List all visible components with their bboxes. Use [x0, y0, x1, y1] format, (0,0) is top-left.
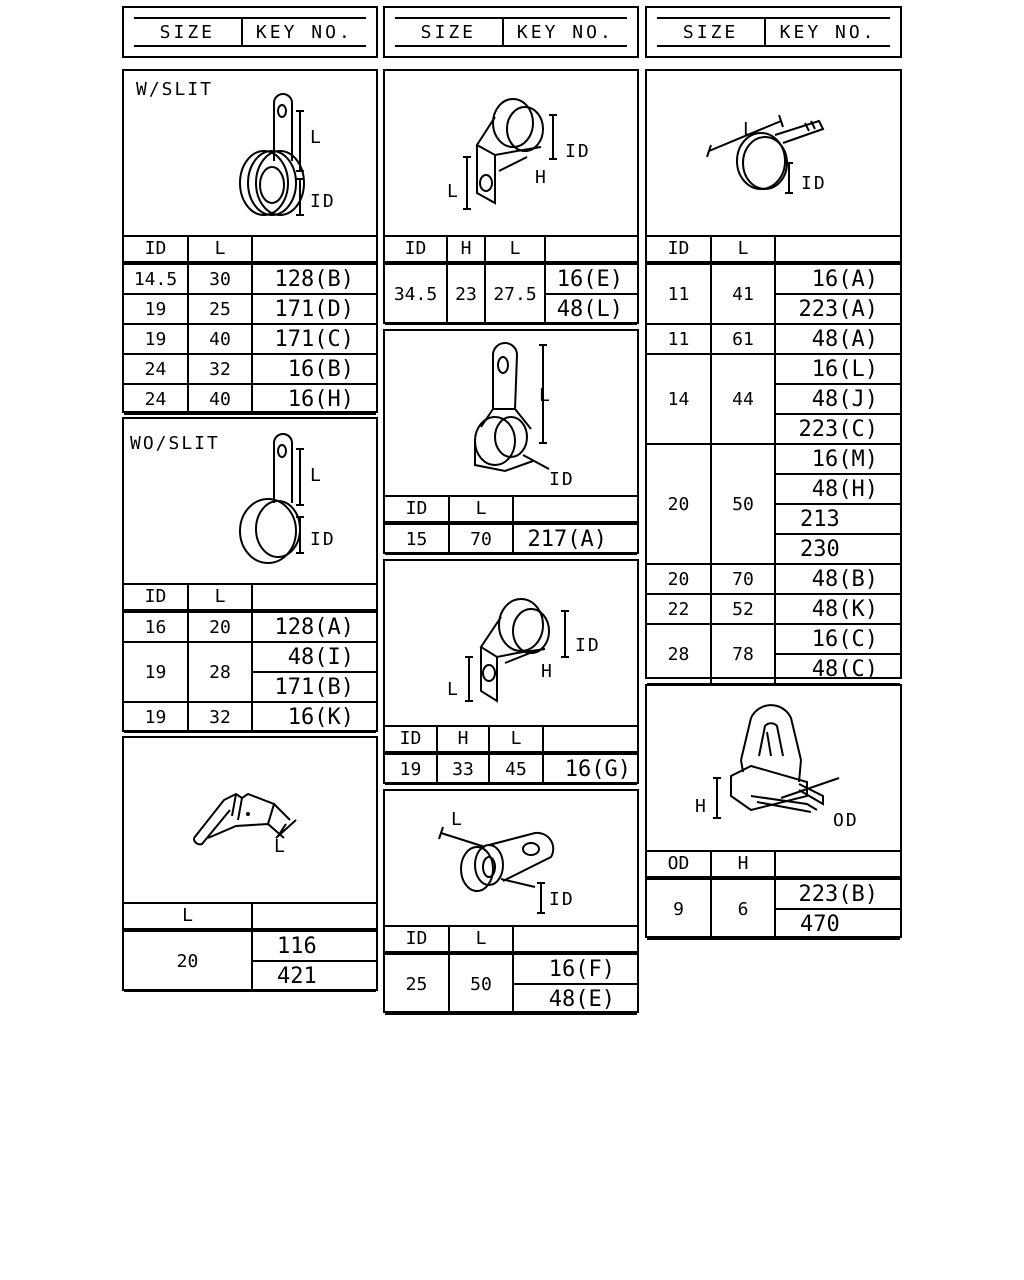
- col-id: ID: [647, 235, 711, 263]
- edge-clip-size-table: [124, 902, 376, 992]
- cell-id: 20: [647, 444, 711, 564]
- cell-l: 41: [711, 263, 775, 324]
- flat-tab-clamp-drawing: [385, 791, 637, 925]
- flat-tab-clamp-dim-l: L: [451, 809, 464, 830]
- woslit-clamp-drawing: [124, 419, 376, 583]
- cell-key: 16(F): [513, 953, 637, 984]
- cell-id: 14: [647, 354, 711, 444]
- push-clip-size-table: [647, 850, 900, 940]
- col-key: [513, 925, 637, 953]
- wslit-label: W/SLIT: [136, 79, 214, 100]
- table-row: [124, 294, 376, 324]
- long-tab-clamp-dim-id: ID: [549, 469, 575, 490]
- wslit-size-table: [124, 235, 376, 415]
- offset-clamp-dim-id: ID: [575, 635, 601, 656]
- offset-clamp-dim-h: H: [541, 661, 554, 682]
- table-row: [647, 624, 900, 654]
- table-row: [385, 263, 637, 294]
- push-clip-drawing: [647, 686, 900, 850]
- cell-key: 48(J): [775, 384, 900, 414]
- cell-h: 33: [437, 753, 489, 784]
- long-tab-clamp-panel: [383, 329, 639, 554]
- col-key: [775, 850, 900, 878]
- col-key: [543, 725, 637, 753]
- cell-h: 23: [447, 263, 485, 324]
- cell-key: 171(C): [252, 324, 376, 354]
- cell-key: 223(A): [775, 294, 900, 324]
- offset-clamp-size-table: [385, 725, 637, 785]
- cell-id: 28: [647, 624, 711, 684]
- col-l: L: [711, 235, 775, 263]
- cell-od: 9: [647, 878, 711, 939]
- cell-l: 32: [188, 702, 252, 732]
- double-clamp-drawing: [385, 71, 637, 235]
- double-clamp-size-table: [385, 235, 637, 325]
- header-key-no: KEY NO.: [779, 21, 877, 43]
- cell-key: 48(E): [513, 984, 637, 1014]
- cell-l: 28: [188, 642, 252, 702]
- double-clamp-dim-id: ID: [565, 141, 591, 162]
- cell-id: 19: [124, 642, 188, 702]
- push-clip-dim-h: H: [695, 796, 708, 817]
- cell-id: 25: [385, 953, 449, 1014]
- woslit-clamp-illustration: [124, 419, 376, 585]
- flat-tab-clamp-size-table: [385, 925, 637, 1015]
- hose-band-size-table: [647, 235, 900, 685]
- cell-id: 24: [124, 354, 188, 384]
- table-row: [647, 444, 900, 474]
- cell-key: 48(A): [775, 324, 900, 354]
- cell-key: 16(C): [775, 624, 900, 654]
- col-l: L: [188, 235, 252, 263]
- woslit-clamp-panel: [122, 417, 378, 732]
- col-key: [513, 495, 637, 523]
- cell-key: 217(A): [513, 523, 637, 554]
- table-row: [647, 324, 900, 354]
- cell-key: 48(C): [775, 654, 900, 684]
- col-id: ID: [385, 235, 447, 263]
- cell-id: 19: [385, 753, 437, 784]
- edge-clip-panel: [122, 736, 378, 991]
- cell-id: 15: [385, 523, 449, 554]
- col-h: H: [437, 725, 489, 753]
- cell-key: 128(B): [252, 263, 376, 294]
- cell-l: 61: [711, 324, 775, 354]
- cell-id: 11: [647, 263, 711, 324]
- woslit-label: WO/SLIT: [130, 433, 220, 454]
- hose-band-panel: [645, 69, 902, 682]
- cell-l: 40: [188, 324, 252, 354]
- wslit-clamp-drawing: [124, 71, 376, 235]
- push-clip-dim-od: OD: [833, 810, 859, 831]
- double-clamp-panel: [383, 69, 639, 324]
- wslit-clamp-panel: [122, 69, 378, 413]
- flat-tab-clamp-illustration: [385, 791, 637, 927]
- double-clamp-dim-l: L: [447, 181, 460, 202]
- header-size: SIZE: [657, 19, 766, 45]
- cell-l: 70: [449, 523, 513, 554]
- table-row: [647, 564, 900, 594]
- table-row: [124, 611, 376, 642]
- table-row: [124, 354, 376, 384]
- wslit-dim-l: L: [310, 127, 323, 148]
- col-l: L: [124, 902, 252, 930]
- cell-key: 171(D): [252, 294, 376, 324]
- double-clamp-illustration: [385, 71, 637, 237]
- table-row: [124, 384, 376, 414]
- cell-key: 213: [775, 504, 900, 534]
- col-l: L: [489, 725, 543, 753]
- cell-key: 16(M): [775, 444, 900, 474]
- table-row: [647, 354, 900, 384]
- cell-l: 52: [711, 594, 775, 624]
- push-clip-panel: [645, 684, 902, 938]
- cell-key: 16(H): [252, 384, 376, 414]
- cell-key: 16(G): [543, 753, 637, 784]
- cell-id: 22: [647, 594, 711, 624]
- cell-l: 20: [124, 930, 252, 991]
- woslit-dim-id: ID: [310, 529, 336, 550]
- hose-band-illustration: [647, 71, 900, 237]
- cell-l: 32: [188, 354, 252, 384]
- header-col2: [383, 6, 639, 58]
- cell-id: 11: [647, 324, 711, 354]
- cell-key: 48(L): [545, 294, 637, 324]
- table-row: [647, 878, 900, 909]
- cell-key: 16(K): [252, 702, 376, 732]
- long-tab-clamp-illustration: [385, 331, 637, 497]
- cell-l: 25: [188, 294, 252, 324]
- cell-l: 20: [188, 611, 252, 642]
- cell-key: 16(B): [252, 354, 376, 384]
- header-col3: [645, 6, 902, 58]
- col-id: ID: [385, 725, 437, 753]
- edge-clip-illustration: [124, 738, 376, 904]
- table-row: [647, 594, 900, 624]
- cell-l: 70: [711, 564, 775, 594]
- cell-key: 223(B): [775, 878, 900, 909]
- table-row: [385, 523, 637, 554]
- long-tab-clamp-dim-l: L: [539, 385, 552, 406]
- col-key: [252, 902, 376, 930]
- col-l: L: [188, 583, 252, 611]
- col-key: [775, 235, 900, 263]
- col-key: [252, 235, 376, 263]
- cell-l: 30: [188, 263, 252, 294]
- header-col1: [122, 6, 378, 58]
- cell-id: 19: [124, 294, 188, 324]
- cell-key: 48(B): [775, 564, 900, 594]
- cell-l: 50: [711, 444, 775, 564]
- cell-id: 16: [124, 611, 188, 642]
- table-row: [124, 324, 376, 354]
- col-id: ID: [124, 235, 188, 263]
- table-row: [124, 642, 376, 672]
- offset-clamp-panel: [383, 559, 639, 784]
- cell-id: 20: [647, 564, 711, 594]
- cell-key: 230: [775, 534, 900, 564]
- col-id: ID: [385, 925, 449, 953]
- cell-l: 45: [489, 753, 543, 784]
- cell-key: 223(C): [775, 414, 900, 444]
- col-l: L: [485, 235, 545, 263]
- cell-id: 14.5: [124, 263, 188, 294]
- cell-key: 171(B): [252, 672, 376, 702]
- table-row: [647, 263, 900, 294]
- cell-key: 48(K): [775, 594, 900, 624]
- edge-clip-drawing: [124, 738, 376, 902]
- cell-l: 44: [711, 354, 775, 444]
- cell-h: 6: [711, 878, 775, 939]
- cell-id: 19: [124, 702, 188, 732]
- col-key: [545, 235, 637, 263]
- flat-tab-clamp-dim-id: ID: [549, 889, 575, 910]
- table-row: [385, 753, 637, 784]
- table-row: [385, 953, 637, 984]
- hose-band-dim-id: ID: [801, 173, 827, 194]
- cell-key: 48(I): [252, 642, 376, 672]
- wslit-clamp-illustration: [124, 71, 376, 237]
- cell-l: 27.5: [485, 263, 545, 324]
- table-row: [124, 263, 376, 294]
- cell-key: 116: [252, 930, 376, 961]
- long-tab-clamp-drawing: [385, 331, 637, 495]
- cell-key: 16(E): [545, 263, 637, 294]
- header-size: SIZE: [395, 19, 504, 45]
- table-row: [124, 702, 376, 732]
- cell-id: 24: [124, 384, 188, 414]
- col-h: H: [447, 235, 485, 263]
- col-od: OD: [647, 850, 711, 878]
- col-h: H: [711, 850, 775, 878]
- cell-id: 19: [124, 324, 188, 354]
- wslit-dim-id: ID: [310, 191, 336, 212]
- cell-l: 50: [449, 953, 513, 1014]
- long-tab-clamp-size-table: [385, 495, 637, 555]
- woslit-dim-l: L: [310, 465, 323, 486]
- cell-key: 16(L): [775, 354, 900, 384]
- header-key-no: KEY NO.: [516, 21, 614, 43]
- col-l: L: [449, 495, 513, 523]
- edge-clip-dim-l: L: [274, 836, 287, 857]
- header-key-no: KEY NO.: [255, 21, 353, 43]
- cell-key: 421: [252, 961, 376, 991]
- woslit-size-table: [124, 583, 376, 733]
- flat-tab-clamp-panel: [383, 789, 639, 1013]
- table-row: [124, 930, 376, 961]
- cell-key: 470: [775, 909, 900, 939]
- col-id: ID: [385, 495, 449, 523]
- cell-l: 78: [711, 624, 775, 684]
- cell-id: 34.5: [385, 263, 447, 324]
- cell-key: 48(H): [775, 474, 900, 504]
- double-clamp-dim-h: H: [535, 167, 548, 188]
- col-key: [252, 583, 376, 611]
- hose-band-dim-l: L: [743, 119, 756, 140]
- col-l: L: [449, 925, 513, 953]
- cell-key: 16(A): [775, 263, 900, 294]
- cell-key: 128(A): [252, 611, 376, 642]
- offset-clamp-dim-l: L: [447, 679, 460, 700]
- push-clip-illustration: [647, 686, 900, 852]
- cell-l: 40: [188, 384, 252, 414]
- hose-band-drawing: [647, 71, 900, 235]
- header-size: SIZE: [134, 19, 243, 45]
- col-id: ID: [124, 583, 188, 611]
- offset-clamp-illustration: [385, 561, 637, 727]
